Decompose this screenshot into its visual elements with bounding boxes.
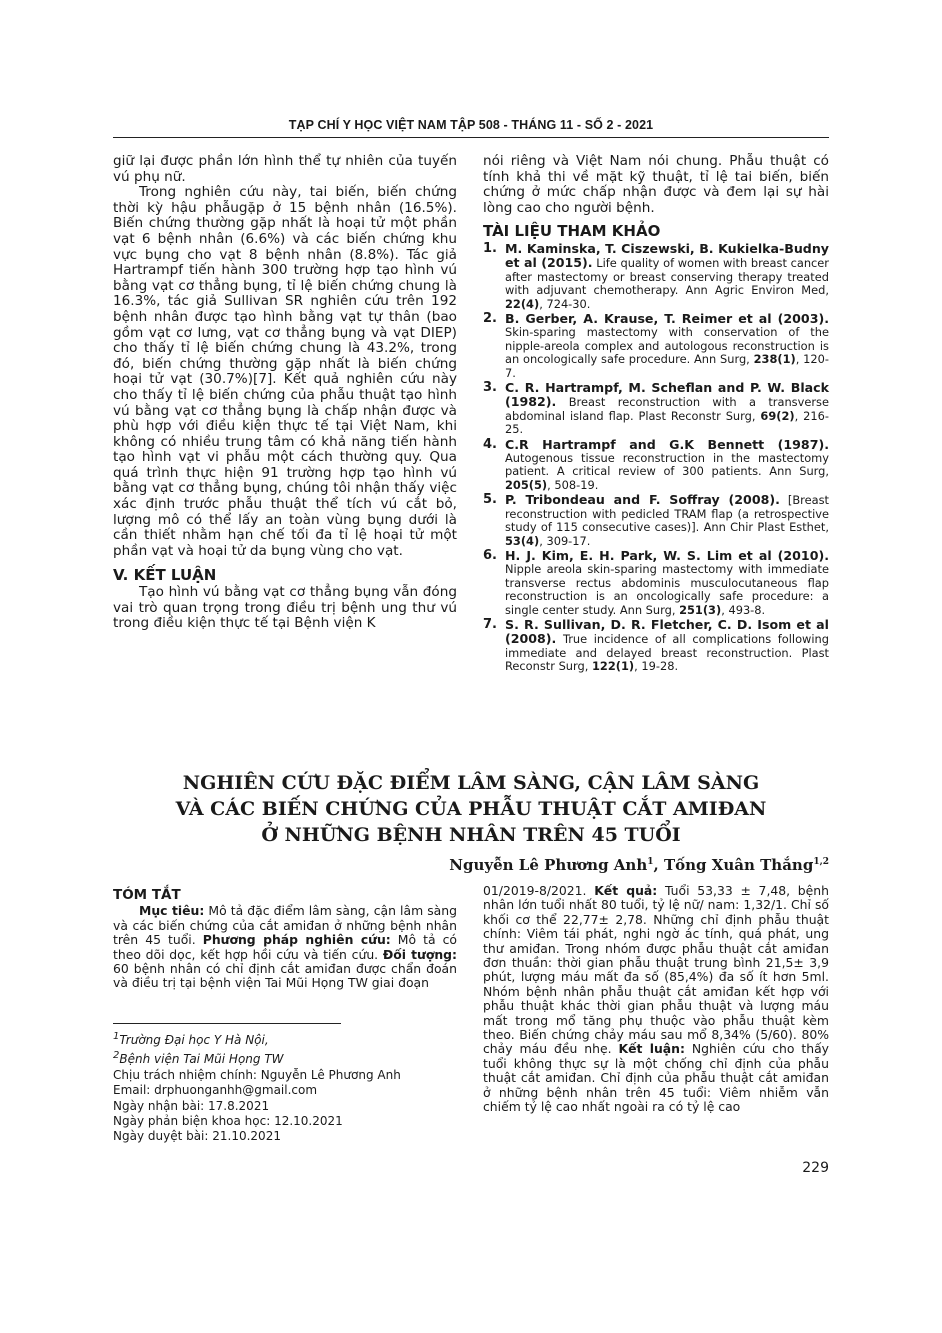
paragraph: giữ lại được phần lớn hình thể tự nhiên của tuyến vú phụ nữ.: [113, 153, 457, 185]
abstract-text: 60 bệnh nhân có chỉ định cắt amiđan được chẩn đoán và điều trị tại bệnh viện Tai Mũi Họng TW giai đoạn: [113, 961, 457, 991]
abstract-paragraph: [483, 884, 829, 1115]
reference-item: [483, 549, 829, 617]
abstract-text: Mô tả đặc điểm lâm sàng, cận lâm sàng và các biến chứng của cắt amiđan ở những bệnh nhân trên 45 tuổi.: [113, 903, 457, 948]
reference-authors: M. Kaminska, T. Ciszewski, B. Kukielka-Budny et al (2015).: [505, 240, 829, 271]
reference-text: Skin-sparing mastectomy with conservation of the nipple-areola complex and autologous reconstruction is an oncologically safe procedure. Ann Surg,: [505, 325, 829, 367]
article-authors: [449, 856, 829, 874]
reference-authors: P. Tribondeau and F. Soffray (2008).: [505, 492, 780, 508]
reference-list: [483, 242, 829, 674]
abstract-label: Đối tượng:: [382, 946, 457, 962]
abstract-text: Mô tả có theo dõi dọc, kết hợp hồi cứu và tiến cứu.: [113, 932, 458, 962]
paragraph: nói riêng và Việt Nam nói chung. Phẫu thuật có tính khả thi về mặt kỹ thuật, tỉ lệ tai biến, biến chứng ở mức chấp nhận được và đem lại sự hài lòng cao cho người bệnh.: [483, 153, 829, 216]
reference-pages: , 309-17.: [539, 533, 591, 548]
abstract-label: Kết luận:: [618, 1041, 685, 1057]
reference-number: 3.: [483, 380, 497, 396]
reference-volume: 69(2): [760, 408, 795, 423]
footnote-rule: [113, 1023, 341, 1024]
author-affiliation-mark: 1,2: [813, 857, 829, 867]
reference-volume: 122(1): [591, 659, 635, 674]
reference-number: 7.: [483, 616, 497, 632]
abstract-left-column: [113, 888, 457, 991]
abstract-text: Tuổi 53,33 ± 7,48, bệnh nhân lớn tuổi nhất 80 tuổi, tỷ lệ nữ/ nam: 1,32/1. Chỉ số khối cơ thể 22,77± 2,78. Những chỉ định phẫu thuật chính: Viêm tái phát, nghi ngờ ác tính, quá phát, ung thư amiđan. Trong nhóm được phẫu thuật cắt amiđan đơn thuần: thời gian phẫu thuật trung bình 21,5± 3,9 phút, lượng máu mất đa số (85,4%) đa số ít hơn 5ml. Nhóm bệnh nhân phẫu thuật cắt amiđan kết hợp với phẫu thuật khác thời gian phẫu thuật và lượng máu mất trong mổ tăng phụ thuộc vào phẫu thuật kèm theo. Biến chứng chảy máu sau mổ 8,34% (5/60). 80% chảy máu đều nhẹ.: [483, 883, 829, 1057]
abstract-heading: TÓM TẮT: [113, 887, 181, 903]
reference-pages: , 120-7.: [505, 352, 830, 380]
reference-number: 5.: [483, 492, 497, 508]
reference-text: Nipple areola skin-sparing mastectomy with immediate transverse rectus abdominis musculocutaneous flap reconstruction is an oncologically safe procedure: a single center study. Ann Surg,: [505, 562, 829, 617]
paragraph: Tạo hình vú bằng vạt cơ thẳng bụng vẫn đóng vai trò quan trọng trong điều trị bệnh ung thư vú trong điều kiện thực tế tại Bệnh viện K: [113, 584, 457, 632]
reference-text: Autogenous tissue reconstruction in the mastectomy patient. A critical review of 300 patients. Ann Surg,: [505, 451, 829, 479]
affiliation-2: [113, 1048, 457, 1067]
reference-number: 2.: [483, 311, 497, 326]
affiliation-text: Bệnh viện Tai Mũi Họng TW: [119, 1052, 284, 1067]
corresponding-author: Chịu trách nhiệm chính: Nguyễn Lê Phương Anh: [113, 1067, 401, 1082]
reference-pages: , 19-28.: [634, 659, 679, 674]
reference-text: Breast reconstruction with a transverse abdominal island flap. Plast Reconstr Surg,: [505, 395, 829, 423]
section-heading-references: TÀI LIỆU THAM KHẢO: [483, 222, 661, 241]
reference-text: Life quality of women with breast cancer after mastectomy or breast conserving therapy treated with adjuvant chemotherapy. Ann Agric Environ Med,: [505, 256, 829, 298]
abstract-label: Kết quả:: [594, 883, 658, 898]
affiliation-mark: 2: [113, 1050, 120, 1062]
reference-item: [483, 381, 829, 437]
reference-authors: C.R Hartrampf and G.K Bennett (1987).: [505, 436, 829, 452]
author-name: Tống Xuân Thắng: [663, 856, 814, 874]
paragraph: Trong nghiên cứu này, tai biến, biến chứng thời kỳ hậu phẫugặp ở 15 bệnh nhân (16.5%). Biến chứng thường gặp nhất là hoại tử một phần vạt 6 bệnh nhân (6.6%) và các biến chứng khu vực bụng cho vạt 8 bệnh nhân (8.8%). Tác giả Hartrampf tiến hành 300 trường hợp tạo hình vú bằng vạt cơ thẳng bụng, tỉ lệ biến chứng chung là 16.3%, tác giả Sullivan SR nghiên cứu trên 192 bệnh nhân được tạo hình bằng vạt tự thân (bao gồm vạt cơ lưng, vạt cơ thẳng bụng và vạt DIEP) cho thấy tỉ lệ biến chứng chung là 43.2%, trong đó, biến chứng thường gặp nhất là biến chứng hoại tử vạt (30.7%)[7]. Kết quả nghiên cứu này cho thấy tỉ lệ biến chứng của phẫu thuật tạo hình vú bằng vạt cơ thẳng bụng là chấp nhận được và phù hợp với điều kiện thực tế tại Việt Nam, khi không có nhiều trung tâm có khả năng tiến hành tạo hình vạt vi phẫu một cách thường quy. Qua quá trình thực hiện 91 trường hợp tạo hình vú bằng vạt cơ thẳng bụng, chúng tôi nhận thấy việc xác định trước phẫu thuật thể tích vú cắt bỏ, lượng mô có thể lấy an toàn vùng bụng dưới là cần thiết nhằm hạn chế tối đa tỉ lệ hoại tử một phần vạt và hoại tử da bụng vùng cho vạt.: [113, 184, 457, 559]
reference-number: 4.: [483, 436, 497, 452]
reference-volume: 238(1): [753, 352, 796, 367]
reference-volume: 53(4): [505, 533, 540, 548]
reference-authors: S. R. Sullivan, D. R. Fletcher, C. D. Isom et al (2008).: [505, 616, 829, 647]
reference-volume: 251(3): [679, 602, 722, 617]
right-column: [483, 154, 829, 675]
section-heading-conclusion: V. KẾT LUẬN: [113, 566, 217, 585]
journal-header: TẠP CHÍ Y HỌC VIỆT NAM TẬP 508 - THÁNG 11 - SỐ 2 - 2021: [288, 118, 654, 132]
reference-authors: B. Gerber, A. Krause, T. Reimer et al (2003).: [505, 311, 829, 326]
header-rule: [113, 137, 829, 138]
reference-pages: , 216-25.: [505, 408, 830, 437]
author-separator: ,: [653, 856, 664, 874]
article-title: [113, 770, 829, 848]
reference-authors: C. R. Hartrampf, M. Scheflan and P. W. Black (1982).: [505, 380, 829, 410]
abstract-right-column: [483, 884, 829, 1115]
left-column: [113, 154, 457, 632]
reference-volume: 22(4): [505, 296, 540, 311]
reference-volume: 205(5): [505, 477, 548, 492]
abstract-label: Phương pháp nghiên cứu:: [202, 932, 391, 948]
affiliation-text: Trường Đại học Y Hà Nội,: [119, 1033, 269, 1047]
abstract-paragraph: [113, 904, 457, 990]
article-title-line: NGHIÊN CỨU ĐẶC ĐIỂM LÂM SÀNG, CẬN LÂM SÀNG: [182, 772, 760, 794]
reference-item: [483, 493, 829, 548]
reference-text: [Breast reconstruction with pedicled TRAM flap (a retrospective study of 115 consecutive cases)]. Ann Chir Plast Esthet,: [505, 493, 830, 535]
author-affiliation-mark: 1: [647, 857, 654, 867]
reference-item: [483, 242, 829, 311]
article-title-line: VÀ CÁC BIẾN CHỨNG CỦA PHẪU THUẬT CẮT AMIĐAN: [175, 798, 767, 820]
received-date: Ngày nhận bài: 17.8.2021: [113, 1098, 270, 1113]
reference-item: [483, 438, 829, 493]
affiliation-mark: 1: [113, 1031, 120, 1042]
accepted-date: Ngày duyệt bài: 21.10.2021: [113, 1129, 281, 1144]
reference-number: 6.: [483, 547, 497, 563]
abstract-text: Nghiên cứu cho thấy tuổi không thực sự là một chống chỉ định của phẫu thuật cắt amiđan. Chỉ định của phẫu thuật cắt amiđan ở những bệnh nhân trên 45 tuổi: Viêm nhiễm vẫn chiếm tỷ lệ cao nhất ngoài ra có tỷ lệ cao: [483, 1041, 829, 1115]
page-number: 229: [802, 1160, 829, 1176]
reference-authors: H. J. Kim, E. H. Park, W. S. Lim et al (2010).: [505, 547, 829, 563]
footnotes: [113, 1029, 457, 1145]
reference-item: [483, 618, 829, 674]
abstract-text: 01/2019-8/2021.: [483, 883, 595, 898]
review-date: Ngày phản biện khoa học: 12.10.2021: [113, 1114, 343, 1129]
reference-pages: , 508-19.: [547, 477, 599, 492]
reference-text: True incidence of all complications following immediate and delayed breast reconstruction. Plast Reconstr Surg,: [505, 632, 829, 674]
article-title-line: Ở NHỮNG BỆNH NHÂN TRÊN 45 TUỔI: [261, 824, 681, 846]
reference-pages: , 493-8.: [721, 602, 766, 617]
affiliation-1: [113, 1029, 457, 1048]
reference-number: 1.: [483, 240, 497, 256]
reference-item: [483, 312, 829, 380]
reference-pages: , 724-30.: [539, 296, 591, 311]
email-line: Email: drphuonganhh@gmail.com: [113, 1083, 318, 1098]
author-name: Nguyễn Lê Phương Anh: [449, 856, 648, 874]
abstract-label: Mục tiêu:: [139, 903, 205, 919]
